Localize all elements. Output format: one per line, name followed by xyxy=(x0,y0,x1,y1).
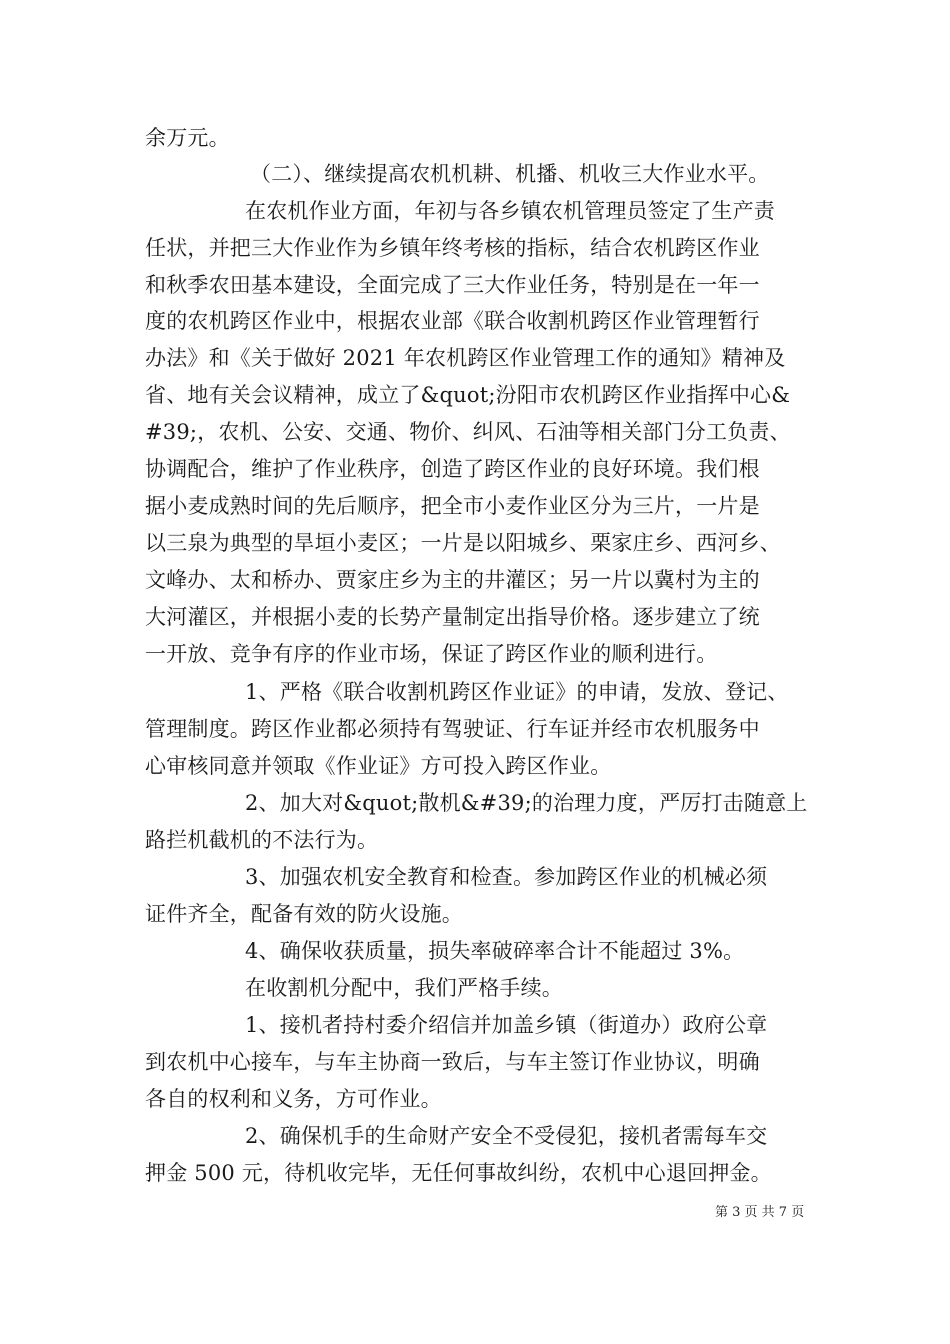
text-line: 心审核同意并领取《作业证》方可投入跨区作业。 xyxy=(145,754,612,778)
list-item-first-line: 2、加大对&quot;散机&#39;的治理力度，严厉打击随意上 xyxy=(245,791,808,815)
text-line: 一开放、竞争有序的作业市场，保证了跨区作业的顺利进行。 xyxy=(145,642,718,666)
text-line: 据小麦成熟时间的先后顺序，把全市小麦作业区分为三片，一片是 xyxy=(145,494,760,518)
list-item-first-line: 2、确保机手的生命财产安全不受侵犯，接机者需每车交 xyxy=(245,1124,768,1148)
text-line: 管理制度。跨区作业都必须持有驾驶证、行车证并经市农机服务中 xyxy=(145,717,760,741)
section-heading: （二）、继续提高农机机耕、机播、机收三大作业水平。 xyxy=(250,162,770,186)
text-line: 和秋季农田基本建设，全面完成了三大作业任务，特别是在一年一 xyxy=(145,273,760,297)
list-item-first-line: 1、严格《联合收割机跨区作业证》的申请，发放、登记、 xyxy=(245,680,789,704)
text-line: 任状，并把三大作业作为乡镇年终考核的指标，结合农机跨区作业 xyxy=(145,236,760,260)
text-line: 余万元。 xyxy=(145,126,230,150)
text-line: #39;，农机、公安、交通、物价、纠风、石油等相关部门分工负责、 xyxy=(145,420,791,444)
text-line: 各自的权利和义务，方可作业。 xyxy=(145,1087,442,1111)
paragraph-first-line: 在收割机分配中，我们严格手续。 xyxy=(245,976,563,1000)
list-item-first-line: 3、加强农机安全教育和检查。参加跨区作业的机械必须 xyxy=(245,865,768,889)
text-line: 路拦机截机的不法行为。 xyxy=(145,828,379,852)
text-line: 大河灌区，并根据小麦的长势产量制定出指导价格。逐步建立了统 xyxy=(145,605,760,629)
text-line: 协调配合，维护了作业秩序，创造了跨区作业的良好环境。我们根 xyxy=(145,457,760,481)
text-line: 证件齐全，配备有效的防火设施。 xyxy=(145,902,463,926)
text-line: 度的农机跨区作业中，根据农业部《联合收割机跨区作业管理暂行 xyxy=(145,309,760,333)
list-item-first-line: 4、确保收获质量，损失率破碎率合计不能超过 3%。 xyxy=(245,939,745,963)
page-number-footer: 第 3 页 共 7 页 xyxy=(715,1205,805,1220)
text-line: 以三泉为典型的旱垣小麦区；一片是以阳城乡、栗家庄乡、西河乡、 xyxy=(145,531,781,555)
text-line: 办法》和《关于做好 2021 年农机跨区作业管理工作的通知》精神及 xyxy=(145,346,786,370)
text-line: 文峰办、太和桥办、贾家庄乡为主的井灌区；另一片以冀村为主的 xyxy=(145,568,760,592)
text-line: 到农机中心接车，与车主协商一致后，与车主签订作业协议，明确 xyxy=(145,1050,760,1074)
text-line: 省、地有关会议精神，成立了&quot;汾阳市农机跨区作业指挥中心& xyxy=(145,383,791,407)
text-line: 押金 500 元，待机收完毕，无任何事故纠纷，农机中心退回押金。 xyxy=(145,1161,772,1185)
paragraph-first-line: 在农机作业方面，年初与各乡镇农机管理员签定了生产责 xyxy=(245,199,775,223)
list-item-first-line: 1、接机者持村委介绍信并加盖乡镇（街道办）政府公章 xyxy=(245,1013,768,1037)
